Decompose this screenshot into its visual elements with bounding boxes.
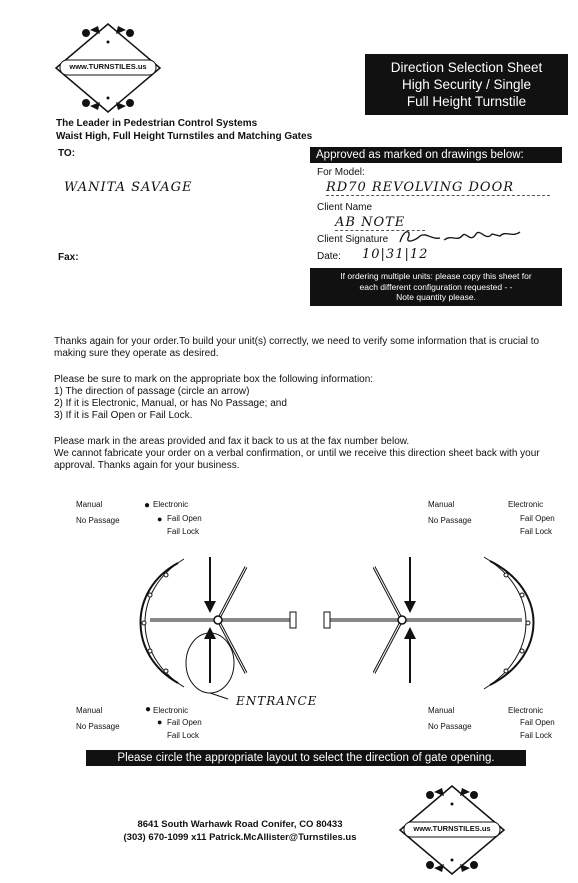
opt-br-fail-lock[interactable]: Fail Lock <box>520 731 553 740</box>
instructions-list <box>54 374 554 422</box>
to-value[interactable]: WANITA SAVAGE <box>64 180 193 195</box>
title-box <box>365 54 568 115</box>
instruction-2: 2) If it is Electronic, Manual, or has No Passage; and <box>54 398 287 409</box>
mark-tl-fail-open: ● <box>157 514 163 524</box>
model-value[interactable]: RD70 REVOLVING DOOR <box>326 180 550 196</box>
opt-tr-manual[interactable]: Manual <box>428 500 455 509</box>
multi-note-line-3: Note quantity please. <box>396 292 476 302</box>
opt-tr-fail-open[interactable]: Fail Open <box>520 514 555 523</box>
opt-bl-electronic[interactable]: Electronic <box>153 706 189 715</box>
mark-tl-electronic: ● <box>144 500 151 511</box>
to-label: TO: <box>58 148 76 159</box>
opt-br-electronic[interactable]: Electronic <box>508 706 544 715</box>
body-paragraph-1: Thanks again for your order.To build your unit(s) correctly, we need to verify some information that is crucial to making sure they operate as desired. <box>54 336 540 359</box>
opt-br-fail-open[interactable]: Fail Open <box>520 718 555 727</box>
mark-bl-fail-open: ● <box>157 717 163 727</box>
opt-tr-electronic[interactable]: Electronic <box>508 500 544 509</box>
direction-banner: Please circle the appropriate layout to select the direction of gate opening. <box>86 750 526 766</box>
approved-banner: Approved as marked on drawings below: <box>310 147 562 163</box>
opt-bl-fail-lock[interactable]: Fail Lock <box>167 731 200 740</box>
entrance-note: ENTRANCE <box>236 694 318 708</box>
date-value[interactable]: 10|31|12 <box>362 247 429 262</box>
opt-br-no-passage[interactable]: No Passage <box>428 722 472 731</box>
mark-bl-electronic: ● <box>145 704 152 715</box>
opt-tl-fail-open[interactable]: Fail Open <box>167 514 202 523</box>
opt-br-manual[interactable]: Manual <box>428 706 455 715</box>
opt-tl-manual[interactable]: Manual <box>76 500 103 509</box>
client-signature-label: Client Signature <box>317 234 389 245</box>
client-name-value[interactable]: AB NOTE <box>335 215 425 231</box>
tagline-2: Waist High, Full Height Turnstiles and Matching Gates <box>56 131 313 142</box>
company-logo <box>52 20 164 116</box>
opt-bl-manual[interactable]: Manual <box>76 706 103 715</box>
model-label: For Model: <box>317 167 365 178</box>
opt-tl-fail-lock[interactable]: Fail Lock <box>167 527 200 536</box>
client-signature[interactable] <box>396 226 526 248</box>
turnstile-diagrams <box>130 535 570 705</box>
opt-tl-electronic[interactable]: Electronic <box>153 500 189 509</box>
opt-bl-fail-open[interactable]: Fail Open <box>167 718 202 727</box>
left-turnstile[interactable] <box>141 557 297 699</box>
body-paragraph-3: Please mark in the areas provided and fax it back to us at the fax number below. <box>54 436 410 447</box>
title-line-3: Full Height Turnstile <box>406 94 527 109</box>
opt-bl-no-passage[interactable]: No Passage <box>76 722 120 731</box>
multi-note-line-1: If ordering multiple units: please copy this sheet for <box>340 271 532 281</box>
instruction-1: 1) The direction of passage (circle an arrow) <box>54 386 250 397</box>
footer-contact <box>100 818 380 844</box>
right-turnstile[interactable] <box>324 557 534 689</box>
instructions-intro: Please be sure to mark on the appropriate box the following information: <box>54 374 374 385</box>
footer-phone-email: (303) 670-1099 x11 Patrick.McAllister@Turnstiles.us <box>123 832 357 843</box>
opt-tr-no-passage[interactable]: No Passage <box>428 516 472 525</box>
multi-unit-note <box>310 268 562 306</box>
body-paragraph-4: We cannot fabricate your order on a verbal confirmation, or until we receive this direction sheet back with your approval. Thanks again for your business. <box>54 448 540 471</box>
date-label: Date: <box>317 251 341 262</box>
footer-address: 8641 South Warhawk Road Conifer, CO 80433 <box>137 819 343 830</box>
instruction-3: 3) If it is Fail Open or Fail Lock. <box>54 410 193 421</box>
company-logo-footer <box>396 782 508 878</box>
logo-text-footer: www.TURNSTILES.us <box>413 824 491 833</box>
logo-text: www.TURNSTILES.us <box>69 62 147 71</box>
title-line-1: Direction Selection Sheet <box>390 60 543 75</box>
fax-label: Fax: <box>58 252 79 263</box>
opt-tl-no-passage[interactable]: No Passage <box>76 516 120 525</box>
multi-note-line-2: each different configuration requested - - <box>359 281 513 292</box>
opt-tr-fail-lock[interactable]: Fail Lock <box>520 527 553 536</box>
tagline-1: The Leader in Pedestrian Control Systems <box>56 118 258 129</box>
client-name-label: Client Name <box>317 202 373 213</box>
title-line-2: High Security / Single <box>401 77 532 92</box>
